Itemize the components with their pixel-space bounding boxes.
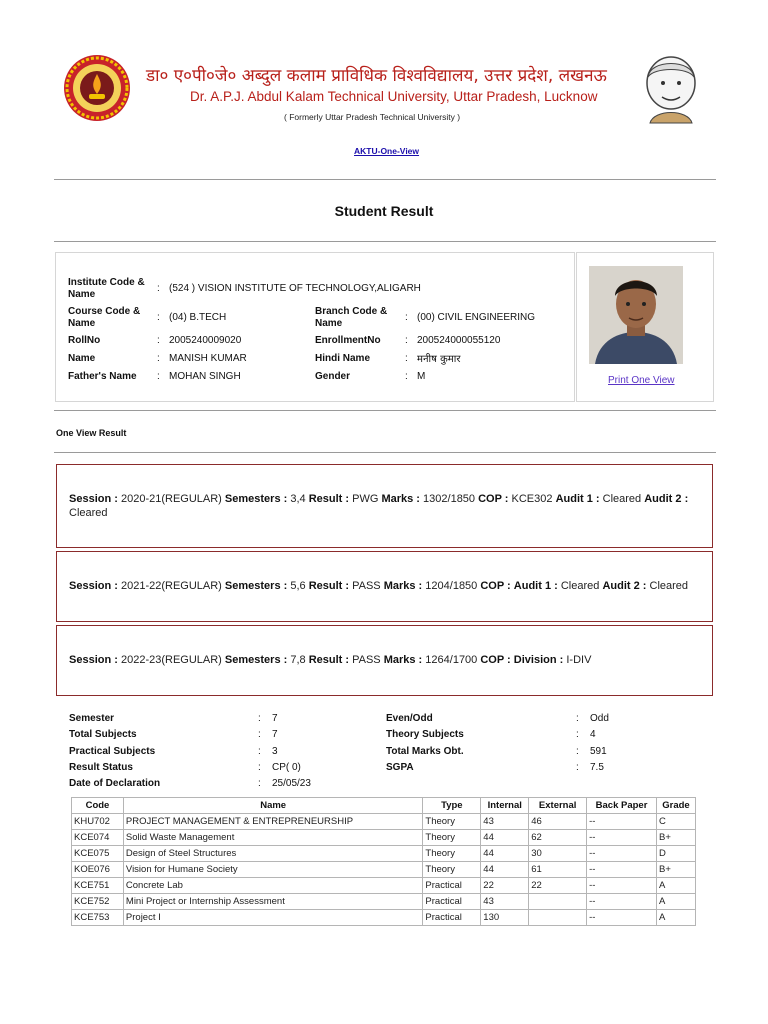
evenodd-label: Even/Odd <box>386 713 433 724</box>
colon: : <box>405 353 408 364</box>
colon: : <box>157 283 160 294</box>
audit1-label: Audit 1 : <box>555 493 600 505</box>
table-row <box>72 878 696 894</box>
marks-value: 1204/1850 <box>425 580 478 592</box>
cell-internal: 43 <box>481 894 529 910</box>
student-photo <box>589 266 683 364</box>
cell-internal: 44 <box>481 846 529 862</box>
total-marks-label: Total Marks Obt. <box>386 746 464 757</box>
cell-back-paper: -- <box>587 814 657 830</box>
semesters-value: 7,8 <box>290 654 306 666</box>
page-title: Student Result <box>334 203 434 219</box>
cell-name: Mini Project or Internship Assessment <box>123 894 423 910</box>
marks-value: 1302/1850 <box>423 493 476 505</box>
enrollment-value: 200524000055120 <box>417 335 501 346</box>
cell-type: Practical <box>423 894 481 910</box>
result-status-value: CP( 0) <box>272 762 301 773</box>
semesters-value: 3,4 <box>290 493 306 505</box>
division-label: Division : <box>513 654 564 666</box>
declaration-date-value: 25/05/23 <box>272 778 311 789</box>
branch-value: (00) CIVIL ENGINEERING <box>417 312 535 323</box>
cell-code: KCE753 <box>72 910 124 926</box>
table-row <box>72 910 696 926</box>
cell-internal: 44 <box>481 862 529 878</box>
cell-type: Theory <box>423 830 481 846</box>
name-value: MANISH KUMAR <box>169 353 247 364</box>
institute-value: (524 ) VISION INSTITUTE OF TECHNOLOGY,ALIGARH <box>169 283 421 294</box>
cell-name: Project I <box>123 910 423 926</box>
table-row <box>72 862 696 878</box>
course-label: Course Code & Name <box>68 306 141 329</box>
result-label: Result : <box>308 493 350 505</box>
branch-label: Branch Code & Name <box>315 306 388 329</box>
university-hindi-title: डा० ए०पी०जे० अब्दुल कलाम प्राविधिक विश्वविद्यालय, उत्तर प्रदेश, लखनऊ <box>146 66 607 86</box>
colon: : <box>258 729 261 740</box>
audit1-value: Cleared <box>560 580 600 592</box>
gender-label: Gender <box>315 371 351 382</box>
divider <box>54 241 716 242</box>
marks-label: Marks : <box>383 580 423 592</box>
column-header-type: Type <box>423 798 481 814</box>
cell-grade: D <box>656 846 695 862</box>
cell-external: 30 <box>529 846 587 862</box>
theory-subjects-label: Theory Subjects <box>386 729 464 740</box>
semesters-value: 5,6 <box>290 580 306 592</box>
cop-label: COP : <box>480 580 511 592</box>
cell-back-paper: -- <box>587 846 657 862</box>
session-label: Session : <box>69 493 118 505</box>
session-summary <box>69 653 689 667</box>
cell-back-paper: -- <box>587 862 657 878</box>
print-one-view-link[interactable]: Print One View <box>608 375 675 386</box>
cell-code: KCE752 <box>72 894 124 910</box>
colon: : <box>576 729 579 740</box>
student-info-panel <box>55 252 575 402</box>
cell-name: Design of Steel Structures <box>123 846 423 862</box>
cell-internal: 22 <box>481 878 529 894</box>
table-row <box>72 830 696 846</box>
cop-label: COP : <box>478 493 509 505</box>
session-value: 2022-23(REGULAR) <box>120 654 222 666</box>
session-card-2021-22 <box>56 551 713 622</box>
university-logo <box>63 54 131 122</box>
cell-external: 22 <box>529 878 587 894</box>
cell-external: 62 <box>529 830 587 846</box>
cell-code: KCE751 <box>72 878 124 894</box>
audit2-value: Cleared <box>69 507 108 519</box>
theory-subjects-value: 4 <box>590 729 596 740</box>
cell-grade: B+ <box>656 862 695 878</box>
column-header-external: External <box>529 798 587 814</box>
marks-label: Marks : <box>383 654 423 666</box>
session-summary <box>69 579 689 593</box>
session-value: 2020-21(REGULAR) <box>120 493 222 505</box>
father-name-label: Father's Name <box>68 371 137 382</box>
total-subjects-label: Total Subjects <box>69 729 137 740</box>
cell-back-paper: -- <box>587 878 657 894</box>
cell-grade: A <box>656 894 695 910</box>
kalam-portrait-image <box>636 53 706 125</box>
marks-label: Marks : <box>381 493 420 505</box>
column-header-back-paper: Back Paper <box>587 798 657 814</box>
session-card-2022-23 <box>56 625 713 696</box>
one-view-result-title: One View Result <box>56 428 127 438</box>
semesters-label: Semesters : <box>224 493 288 505</box>
result-label: Result : <box>308 654 350 666</box>
divider <box>54 410 716 411</box>
session-value: 2021-22(REGULAR) <box>120 580 222 592</box>
column-header-name: Name <box>123 798 423 814</box>
semesters-label: Semesters : <box>224 580 288 592</box>
audit2-value: Cleared <box>649 580 689 592</box>
cell-type: Practical <box>423 878 481 894</box>
institute-label: Institute Code & Name <box>68 277 145 300</box>
cell-code: KCE074 <box>72 830 124 846</box>
cell-grade: A <box>656 910 695 926</box>
colon: : <box>258 762 261 773</box>
division-value: I-DIV <box>566 654 592 666</box>
result-label: Result : <box>308 580 350 592</box>
cell-internal: 44 <box>481 830 529 846</box>
cell-type: Theory <box>423 846 481 862</box>
divider <box>54 179 716 180</box>
colon: : <box>405 312 408 323</box>
audit2-label: Audit 2 : <box>644 493 689 505</box>
cell-external: 61 <box>529 862 587 878</box>
cop-label: COP : <box>480 654 511 666</box>
cell-grade: C <box>656 814 695 830</box>
result-value: PASS <box>352 654 381 666</box>
session-label: Session : <box>69 580 118 592</box>
name-label: Name <box>68 353 96 364</box>
table-header-row <box>72 798 696 814</box>
cell-grade: B+ <box>656 830 695 846</box>
result-value: PASS <box>352 580 381 592</box>
audit1-label: Audit 1 : <box>513 580 558 592</box>
result-value: PWG <box>352 493 379 505</box>
semesters-label: Semesters : <box>224 654 288 666</box>
audit2-label: Audit 2 : <box>602 580 647 592</box>
cell-name: Concrete Lab <box>123 878 423 894</box>
semester-label: Semester <box>69 713 115 724</box>
column-header-internal: Internal <box>481 798 529 814</box>
gender-value: M <box>417 371 426 382</box>
cell-grade: A <box>656 878 695 894</box>
rollno-value: 2005240009020 <box>169 335 242 346</box>
hindi-name-value: मनीष कुमार <box>417 354 461 365</box>
colon: : <box>157 353 160 364</box>
colon: : <box>258 746 261 757</box>
column-header-grade: Grade <box>656 798 695 814</box>
colon: : <box>405 335 408 346</box>
colon: : <box>157 371 160 382</box>
rollno-label: RollNo <box>68 335 101 346</box>
colon: : <box>157 335 160 346</box>
cell-name: Solid Waste Management <box>123 830 423 846</box>
cell-code: KOE076 <box>72 862 124 878</box>
course-value: (04) B.TECH <box>169 312 227 323</box>
cell-name: Vision for Humane Society <box>123 862 423 878</box>
colon: : <box>258 713 261 724</box>
practical-subjects-value: 3 <box>272 746 278 757</box>
subject-marks-table <box>71 797 696 926</box>
cell-code: KCE075 <box>72 846 124 862</box>
table-row <box>72 814 696 830</box>
sgpa-label: SGPA <box>386 762 414 773</box>
practical-subjects-label: Practical Subjects <box>69 746 156 757</box>
formerly-note: ( Formerly Uttar Pradesh Technical University ) <box>284 112 461 122</box>
cell-internal: 130 <box>481 910 529 926</box>
marks-value: 1264/1700 <box>425 654 478 666</box>
total-marks-value: 591 <box>590 746 607 757</box>
total-subjects-value: 7 <box>272 729 278 740</box>
cell-internal: 43 <box>481 814 529 830</box>
enrollment-label: EnrollmentNo <box>315 335 381 346</box>
cell-type: Practical <box>423 910 481 926</box>
cop-value: KCE302 <box>511 493 553 505</box>
semester-value: 7 <box>272 713 278 724</box>
father-name-value: MOHAN SINGH <box>169 371 241 382</box>
colon: : <box>405 371 408 382</box>
colon: : <box>258 778 261 789</box>
cell-external <box>529 910 587 926</box>
cell-external: 46 <box>529 814 587 830</box>
colon: : <box>157 312 160 323</box>
hindi-name-label: Hindi Name <box>315 353 371 364</box>
table-row <box>72 846 696 862</box>
session-label: Session : <box>69 654 118 666</box>
sgpa-value: 7.5 <box>590 762 604 773</box>
cell-back-paper: -- <box>587 894 657 910</box>
audit1-value: Cleared <box>602 493 642 505</box>
cell-type: Theory <box>423 862 481 878</box>
cell-back-paper: -- <box>587 910 657 926</box>
cell-back-paper: -- <box>587 830 657 846</box>
column-header-code: Code <box>72 798 124 814</box>
session-summary <box>69 492 689 520</box>
result-status-label: Result Status <box>69 762 133 773</box>
session-card-2020-21 <box>56 464 713 548</box>
evenodd-value: Odd <box>590 713 609 724</box>
cell-code: KHU702 <box>72 814 124 830</box>
university-english-title: Dr. A.P.J. Abdul Kalam Technical University, Uttar Pradesh, Lucknow <box>190 89 598 104</box>
table-row <box>72 894 696 910</box>
cell-external <box>529 894 587 910</box>
aktu-one-view-link[interactable]: AKTU-One-View <box>354 146 420 156</box>
colon: : <box>576 762 579 773</box>
colon: : <box>576 746 579 757</box>
divider <box>54 452 716 453</box>
cell-type: Theory <box>423 814 481 830</box>
student-photo-panel <box>576 252 714 402</box>
cell-name: PROJECT MANAGEMENT & ENTREPRENEURSHIP <box>123 814 423 830</box>
colon: : <box>576 713 579 724</box>
declaration-date-label: Date of Declaration <box>69 778 161 789</box>
